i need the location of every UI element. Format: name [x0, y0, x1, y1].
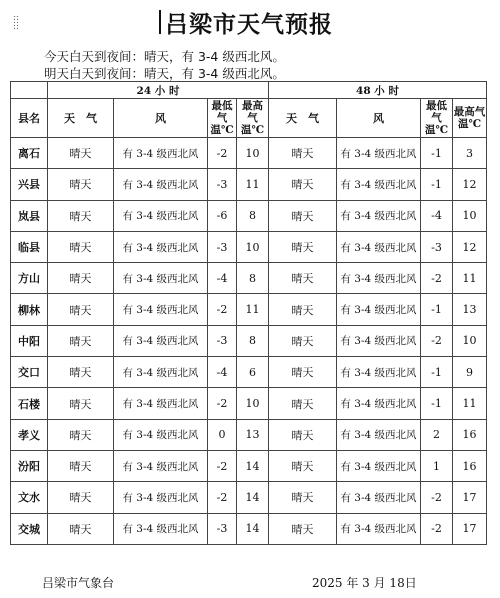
- weather-48h-cell: 晴天: [269, 388, 337, 419]
- min-temp-24h-cell: -2: [208, 450, 237, 481]
- wind-24h-cell: 有 3-4 级西北风: [114, 200, 208, 231]
- weather-48h-cell: 晴天: [269, 231, 337, 262]
- table-row: [11, 325, 487, 356]
- max-temp-24h-cell: 6: [237, 357, 269, 388]
- min-temp-24h-cell: -2: [208, 482, 237, 513]
- max-temp-48h-cell: 17: [453, 482, 487, 513]
- table-row: [11, 357, 487, 388]
- group-header-48h: 48 小 时: [269, 82, 487, 99]
- min-temp-24h-cell: -3: [208, 325, 237, 356]
- min-temp-48h-cell: -1: [421, 138, 453, 169]
- min-temp-48h-cell: -2: [421, 513, 453, 544]
- col-header-max-temp-48h: 最高气温℃: [453, 99, 487, 138]
- col-header-weather-48h: 天 气: [269, 99, 337, 138]
- forecast-table-body: [11, 138, 487, 545]
- min-temp-24h-cell: -2: [208, 388, 237, 419]
- page-title: 吕梁市天气预报: [165, 11, 333, 38]
- table-row: [11, 263, 487, 294]
- min-temp-24h-cell: -3: [208, 513, 237, 544]
- min-temp-48h-cell: -3: [421, 231, 453, 262]
- forecast-table: [10, 81, 487, 545]
- table-row: [11, 450, 487, 481]
- wind-24h-cell: 有 3-4 级西北风: [114, 450, 208, 481]
- min-temp-48h-cell: -1: [421, 294, 453, 325]
- weather-48h-cell: 晴天: [269, 169, 337, 200]
- min-temp-48h-cell: -2: [421, 482, 453, 513]
- forecast-today-line: 今天白天到夜间：晴天，有 3-4 级西北风。: [44, 49, 285, 64]
- max-temp-48h-cell: 17: [453, 513, 487, 544]
- weather-48h-cell: 晴天: [269, 138, 337, 169]
- corner-cell: [11, 82, 48, 99]
- county-cell: 中阳: [11, 325, 48, 356]
- min-temp-24h-cell: -6: [208, 200, 237, 231]
- table-row: [11, 294, 487, 325]
- max-temp-24h-cell: 14: [237, 513, 269, 544]
- county-cell: 临县: [11, 231, 48, 262]
- max-temp-48h-cell: 12: [453, 231, 487, 262]
- paragraph-marker-icon: [13, 15, 19, 31]
- min-temp-24h-cell: -4: [208, 357, 237, 388]
- wind-48h-cell: 有 3-4 级西北风: [337, 169, 421, 200]
- county-cell: 柳林: [11, 294, 48, 325]
- table-row: [11, 482, 487, 513]
- min-temp-48h-cell: -4: [421, 200, 453, 231]
- table-row: [11, 200, 487, 231]
- wind-24h-cell: 有 3-4 级西北风: [114, 138, 208, 169]
- wind-48h-cell: 有 3-4 级西北风: [337, 450, 421, 481]
- table-row: [11, 231, 487, 262]
- weather-48h-cell: 晴天: [269, 200, 337, 231]
- wind-48h-cell: 有 3-4 级西北风: [337, 138, 421, 169]
- min-temp-48h-cell: 1: [421, 450, 453, 481]
- wind-48h-cell: 有 3-4 级西北风: [337, 482, 421, 513]
- weather-48h-cell: 晴天: [269, 482, 337, 513]
- weather-24h-cell: 晴天: [48, 482, 114, 513]
- weather-24h-cell: 晴天: [48, 200, 114, 231]
- county-cell: 石楼: [11, 388, 48, 419]
- max-temp-24h-cell: 11: [237, 169, 269, 200]
- group-header-24h: 24 小 时: [48, 82, 269, 99]
- table-row: [11, 419, 487, 450]
- max-temp-24h-cell: 11: [237, 294, 269, 325]
- wind-24h-cell: 有 3-4 级西北风: [114, 231, 208, 262]
- wind-48h-cell: 有 3-4 级西北风: [337, 294, 421, 325]
- col-header-weather-24h: 天 气: [48, 99, 114, 138]
- min-temp-48h-cell: -1: [421, 169, 453, 200]
- max-temp-24h-cell: 10: [237, 231, 269, 262]
- weather-24h-cell: 晴天: [48, 419, 114, 450]
- wind-48h-cell: 有 3-4 级西北风: [337, 513, 421, 544]
- wind-24h-cell: 有 3-4 级西北风: [114, 357, 208, 388]
- col-header-max-temp-24h: 最高气温℃: [237, 99, 269, 138]
- max-temp-48h-cell: 3: [453, 138, 487, 169]
- weather-24h-cell: 晴天: [48, 231, 114, 262]
- col-header-min-temp-48h: 最低气温℃: [421, 99, 453, 138]
- wind-48h-cell: 有 3-4 级西北风: [337, 200, 421, 231]
- county-cell: 兴县: [11, 169, 48, 200]
- min-temp-24h-cell: -3: [208, 169, 237, 200]
- issue-date: 2025 年 3 月 18日: [312, 576, 417, 590]
- wind-48h-cell: 有 3-4 级西北风: [337, 325, 421, 356]
- weather-24h-cell: 晴天: [48, 388, 114, 419]
- max-temp-48h-cell: 16: [453, 450, 487, 481]
- max-temp-48h-cell: 16: [453, 419, 487, 450]
- county-cell: 文水: [11, 482, 48, 513]
- issuer-label: 吕梁市气象台: [42, 576, 115, 590]
- max-temp-48h-cell: 10: [453, 325, 487, 356]
- forecast-tomorrow-line: 明天白天到夜间：晴天，有 3-4 级西北风。: [44, 66, 285, 81]
- weather-48h-cell: 晴天: [269, 419, 337, 450]
- col-header-wind-48h: 风: [337, 99, 421, 138]
- min-temp-24h-cell: -2: [208, 138, 237, 169]
- min-temp-48h-cell: -2: [421, 263, 453, 294]
- max-temp-48h-cell: 11: [453, 388, 487, 419]
- county-cell: 汾阳: [11, 450, 48, 481]
- wind-24h-cell: 有 3-4 级西北风: [114, 482, 208, 513]
- wind-24h-cell: 有 3-4 级西北风: [114, 169, 208, 200]
- col-header-wind-24h: 风: [114, 99, 208, 138]
- wind-48h-cell: 有 3-4 级西北风: [337, 419, 421, 450]
- max-temp-24h-cell: 8: [237, 200, 269, 231]
- max-temp-48h-cell: 9: [453, 357, 487, 388]
- max-temp-24h-cell: 8: [237, 263, 269, 294]
- wind-48h-cell: 有 3-4 级西北风: [337, 263, 421, 294]
- max-temp-24h-cell: 14: [237, 450, 269, 481]
- col-header-county: 县名: [11, 99, 48, 138]
- max-temp-48h-cell: 12: [453, 169, 487, 200]
- county-cell: 方山: [11, 263, 48, 294]
- weather-24h-cell: 晴天: [48, 263, 114, 294]
- min-temp-48h-cell: -1: [421, 388, 453, 419]
- county-cell: 交口: [11, 357, 48, 388]
- wind-24h-cell: 有 3-4 级西北风: [114, 419, 208, 450]
- min-temp-24h-cell: -3: [208, 231, 237, 262]
- min-temp-24h-cell: -2: [208, 294, 237, 325]
- weather-48h-cell: 晴天: [269, 294, 337, 325]
- max-temp-48h-cell: 13: [453, 294, 487, 325]
- county-cell: 岚县: [11, 200, 48, 231]
- weather-24h-cell: 晴天: [48, 294, 114, 325]
- weather-48h-cell: 晴天: [269, 357, 337, 388]
- county-cell: 孝义: [11, 419, 48, 450]
- max-temp-24h-cell: 8: [237, 325, 269, 356]
- weather-24h-cell: 晴天: [48, 169, 114, 200]
- max-temp-24h-cell: 14: [237, 482, 269, 513]
- max-temp-24h-cell: 13: [237, 419, 269, 450]
- weather-48h-cell: 晴天: [269, 263, 337, 294]
- min-temp-24h-cell: 0: [208, 419, 237, 450]
- min-temp-48h-cell: -1: [421, 357, 453, 388]
- weather-48h-cell: 晴天: [269, 325, 337, 356]
- wind-48h-cell: 有 3-4 级西北风: [337, 357, 421, 388]
- table-row: [11, 388, 487, 419]
- weather-48h-cell: 晴天: [269, 513, 337, 544]
- max-temp-24h-cell: 10: [237, 388, 269, 419]
- wind-24h-cell: 有 3-4 级西北风: [114, 388, 208, 419]
- wind-48h-cell: 有 3-4 级西北风: [337, 388, 421, 419]
- weather-24h-cell: 晴天: [48, 138, 114, 169]
- min-temp-48h-cell: 2: [421, 419, 453, 450]
- min-temp-48h-cell: -2: [421, 325, 453, 356]
- col-header-min-temp-24h: 最低气温℃: [208, 99, 237, 138]
- text-cursor: [159, 10, 161, 34]
- table-row: [11, 513, 487, 544]
- max-temp-48h-cell: 10: [453, 200, 487, 231]
- max-temp-24h-cell: 10: [237, 138, 269, 169]
- weather-48h-cell: 晴天: [269, 450, 337, 481]
- wind-24h-cell: 有 3-4 级西北风: [114, 325, 208, 356]
- max-temp-48h-cell: 11: [453, 263, 487, 294]
- weather-24h-cell: 晴天: [48, 357, 114, 388]
- min-temp-24h-cell: -4: [208, 263, 237, 294]
- wind-24h-cell: 有 3-4 级西北风: [114, 263, 208, 294]
- county-cell: 交城: [11, 513, 48, 544]
- wind-48h-cell: 有 3-4 级西北风: [337, 231, 421, 262]
- weather-24h-cell: 晴天: [48, 325, 114, 356]
- wind-24h-cell: 有 3-4 级西北风: [114, 513, 208, 544]
- table-row: [11, 138, 487, 169]
- county-cell: 离石: [11, 138, 48, 169]
- table-row: [11, 169, 487, 200]
- weather-24h-cell: 晴天: [48, 513, 114, 544]
- weather-24h-cell: 晴天: [48, 450, 114, 481]
- wind-24h-cell: 有 3-4 级西北风: [114, 294, 208, 325]
